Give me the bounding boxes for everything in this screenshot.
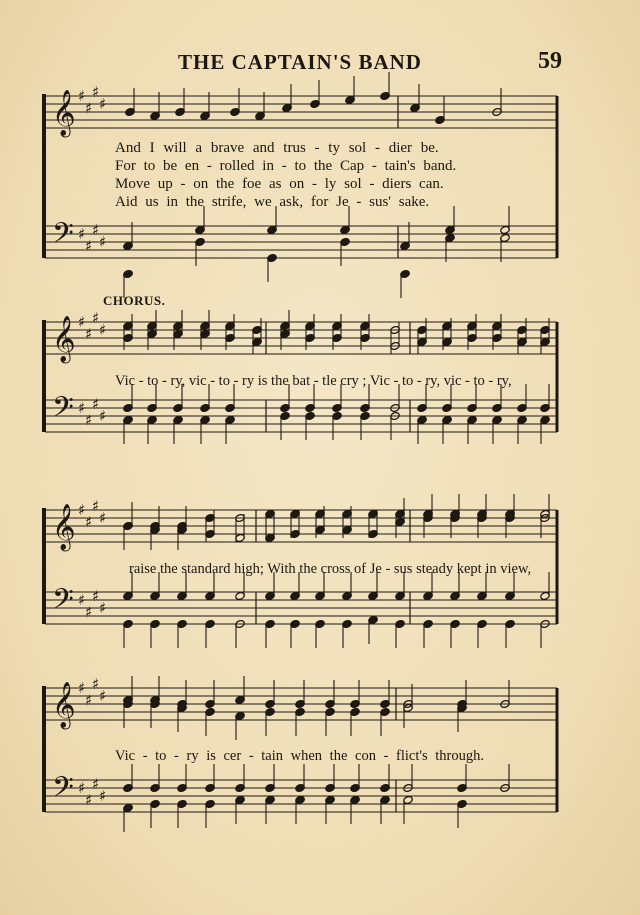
sharp-icon: ♯ — [92, 309, 100, 327]
sharp-icon: ♯ — [92, 497, 100, 515]
system-brace — [42, 320, 46, 432]
verse-line-4: Aid us in the strife, we ask, for Je - sus' sake. — [115, 194, 430, 210]
sharp-icon: ♯ — [78, 591, 86, 609]
system-brace — [42, 686, 46, 812]
sharp-icon: ♯ — [92, 675, 100, 693]
sharp-icon: ♯ — [99, 599, 107, 617]
page-title: THE CAPTAIN'S BAND — [178, 50, 422, 74]
verse-line-1: And I will a brave and trus - ty sol - dier be. — [115, 140, 439, 156]
bass-clef-icon: 𝄢 — [52, 771, 74, 811]
sharp-icon: ♯ — [78, 399, 86, 417]
sharp-icon: ♯ — [99, 321, 107, 339]
sharp-icon: ♯ — [99, 787, 107, 805]
sharp-icon: ♯ — [92, 221, 100, 239]
sharp-icon: ♯ — [78, 779, 86, 797]
treble-clef-icon: 𝄞 — [52, 90, 76, 136]
sharp-icon: ♯ — [99, 95, 107, 113]
sharp-icon: ♯ — [92, 587, 100, 605]
page-number: 59 — [538, 48, 562, 74]
sharp-icon: ♯ — [78, 679, 86, 697]
bass-clef-icon: 𝄢 — [52, 217, 74, 257]
verse-line-3: Move up - on the foe as on - ly sol - diers can. — [115, 176, 444, 192]
sharp-icon: ♯ — [99, 687, 107, 705]
sharp-icon: ♯ — [92, 775, 100, 793]
sharp-icon: ♯ — [85, 325, 93, 343]
treble-clef-icon: 𝄞 — [52, 316, 76, 362]
sharp-icon: ♯ — [85, 603, 93, 621]
sharp-icon: ♯ — [78, 501, 86, 519]
system-brace — [42, 508, 46, 624]
sharp-icon: ♯ — [92, 395, 100, 413]
sharp-icon: ♯ — [99, 509, 107, 527]
sharp-icon: ♯ — [78, 313, 86, 331]
bass-clef-icon: 𝄢 — [52, 391, 74, 431]
bass-clef-icon: 𝄢 — [52, 583, 74, 623]
sharp-icon: ♯ — [78, 87, 86, 105]
treble-clef-icon: 𝄞 — [52, 682, 76, 728]
verse-line-2: For to be en - rolled in - to the Cap - tain's band. — [115, 158, 457, 174]
sharp-icon: ♯ — [85, 513, 93, 531]
sharp-icon: ♯ — [85, 237, 93, 255]
sharp-icon: ♯ — [78, 225, 86, 243]
chorus-label: CHORUS. — [103, 293, 166, 308]
sharp-icon: ♯ — [85, 691, 93, 709]
treble-clef-icon: 𝄞 — [52, 504, 76, 550]
system-brace — [42, 94, 46, 258]
sharp-icon: ♯ — [99, 233, 107, 251]
sharp-icon: ♯ — [99, 407, 107, 425]
sharp-icon: ♯ — [85, 99, 93, 117]
chorus-line-3: Vic - to - ry is cer - tain when the con - flict's through. — [115, 748, 484, 764]
sharp-icon: ♯ — [85, 411, 93, 429]
chorus-line-1: Vic - to - ry, vic - to - ry is the bat - tle cry ; Vic - to - ry, vic - to - ry, — [115, 373, 512, 389]
sharp-icon: ♯ — [92, 83, 100, 101]
sharp-icon: ♯ — [85, 791, 93, 809]
chorus-line-2: raise the standard high; With the cross of Je - sus steady kept in view, — [129, 561, 532, 577]
